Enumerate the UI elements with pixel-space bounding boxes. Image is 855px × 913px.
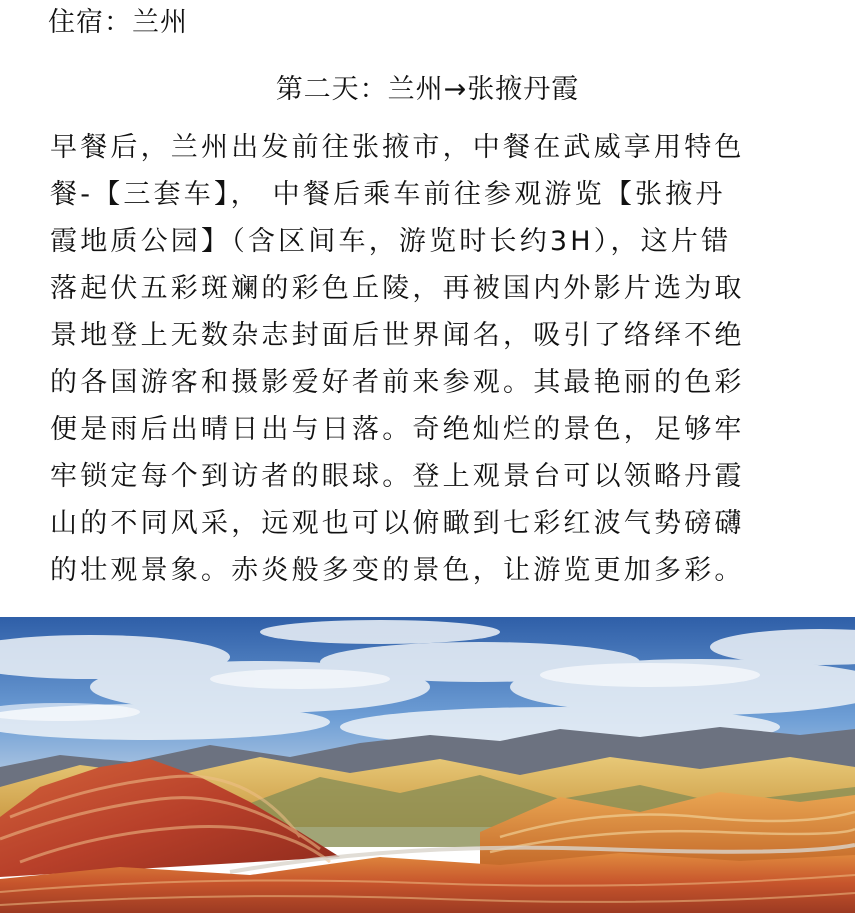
danxia-landscape-illustration bbox=[0, 617, 855, 913]
description-line: 牢锁定每个到访者的眼球。登上观景台可以领略丹霞 bbox=[50, 461, 745, 492]
description-line: 餐-【三套车】， 中餐后乘车前往参观游览【张掖丹 bbox=[50, 179, 726, 210]
day-title: 第二天：兰州→张掖丹霞 bbox=[275, 74, 580, 105]
lodging-text: 住宿：兰州 bbox=[48, 7, 188, 38]
description-line: 的各国游客和摄影爱好者前来参观。其最艳丽的色彩 bbox=[50, 367, 745, 398]
description-line: 早餐后，兰州出发前往张掖市，中餐在武威享用特色 bbox=[50, 132, 745, 163]
description-line: 景地登上无数杂志封面后世界闻名，吸引了络绎不绝 bbox=[50, 320, 745, 351]
description-line: 霞地质公园】（含区间车，游览时长约3H），这片错 bbox=[50, 226, 732, 257]
description-line: 山的不同风采，远观也可以俯瞰到七彩红波气势磅礴 bbox=[50, 508, 745, 539]
description-line: 便是雨后出晴日出与日落。奇绝灿烂的景色，足够牢 bbox=[50, 414, 745, 445]
description-line: 的壮观景象。赤炎般多变的景色，让游览更加多彩。 bbox=[50, 555, 745, 586]
description-paragraph bbox=[50, 124, 790, 594]
description-line: 落起伏五彩斑斓的彩色丘陵，再被国内外影片选为取 bbox=[50, 273, 745, 304]
danxia-landscape-photo bbox=[0, 617, 855, 913]
